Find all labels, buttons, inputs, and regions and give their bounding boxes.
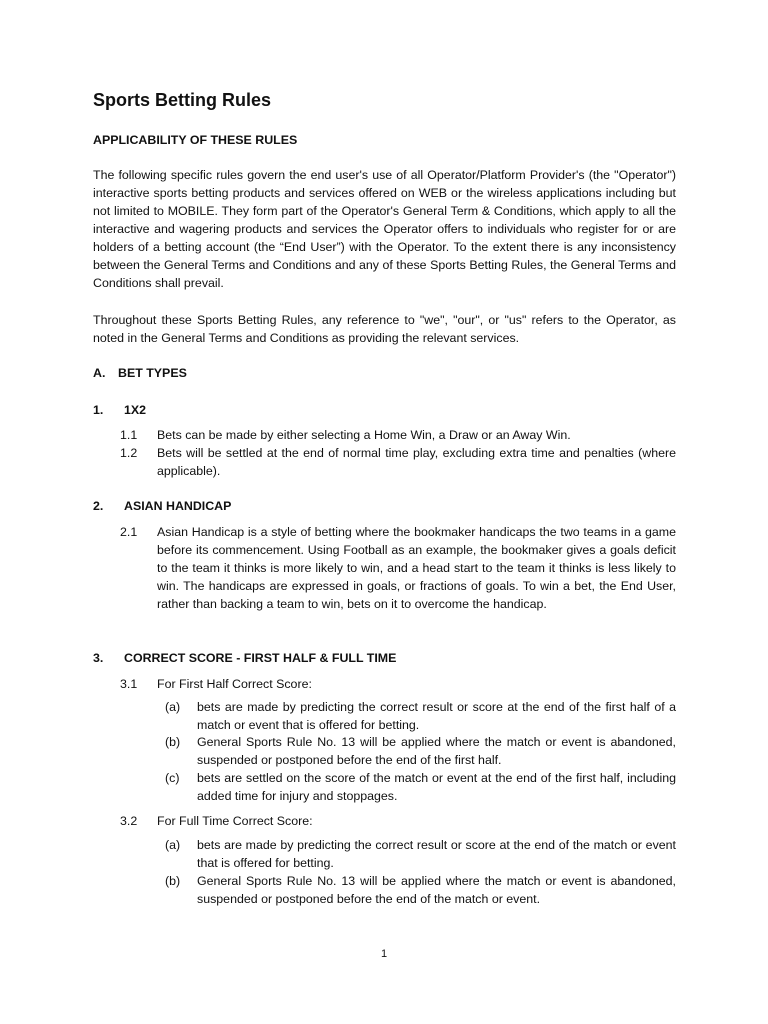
item-2-1-number: 2.1 <box>120 525 138 539</box>
intro-paragraph-2: Throughout these Sports Betting Rules, any reference to "we", "our", or "us" refers to the Operator, as noted in the General Terms and Conditions as providing the relevant services. <box>93 313 676 345</box>
item-1-1-number: 1.1 <box>120 428 138 442</box>
section-2-number: 2. <box>93 499 104 513</box>
item-1-2-text: Bets will be settled at the end of normal time play, excluding extra time and penalties (where applicable). <box>157 446 676 478</box>
intro-paragraph-1: The following specific rules govern the end user's use of all Operator/Platform Provider's (the "Operator") interactive sports betting products and services offered on WEB or the wireless applications including but not limited to MOBILE. They form part of the Operator's General Term & Conditions, which apply to all the interactive and wagering products and services the Operator offers to individuals who register for or are holders of a betting account (the “End User”) with the Operator. To the extent there is any inconsistency between the General Terms and Conditions and any of these Sports Betting Rules, the General Terms and Conditions shall prevail. <box>93 168 676 290</box>
item-3-2-b-text: General Sports Rule No. 13 will be applied where the match or event is abandoned, suspended or postponed before the end of the match or event. <box>197 874 676 906</box>
section-3-heading: CORRECT SCORE - FIRST HALF & FULL TIME <box>124 651 397 665</box>
item-2-1-text: Asian Handicap is a style of betting where the bookmaker handicaps the two teams in a game before its commencement. Using Football as an example, the bookmaker gives a goals deficit to the team it thinks is more likely to win, and a head start to the team it thinks is less likely to win. The handicaps are expressed in goals, or fractions of goals. To win a bet, the End User, rather than backing a team to win, bets on it to overcome the handicap. <box>157 525 676 611</box>
item-1-2-number: 1.2 <box>120 446 138 460</box>
document-title: Sports Betting Rules <box>93 90 272 110</box>
item-1-1-text: Bets can be made by either selecting a Home Win, a Draw or an Away Win. <box>157 428 571 442</box>
item-3-1-b-text: General Sports Rule No. 13 will be applied where the match or event is abandoned, suspended or postponed before the end of the first half. <box>197 735 676 767</box>
section-a-number: A. <box>93 366 106 380</box>
section-a-heading: BET TYPES <box>118 366 187 380</box>
item-3-1-a-text: bets are made by predicting the correct result or score at the end of the first half of a match or event that is offered for betting. <box>197 700 676 732</box>
item-3-2-number: 3.2 <box>120 814 138 828</box>
item-3-1-heading: For First Half Correct Score: <box>157 677 312 691</box>
section-1-heading: 1X2 <box>124 403 147 417</box>
item-3-2-b-number: (b) <box>165 874 181 888</box>
item-3-2-heading: For Full Time Correct Score: <box>157 814 313 828</box>
item-3-1-c-text: bets are settled on the score of the match or event at the end of the first half, including added time for injury and stoppages. <box>197 771 676 803</box>
item-3-1-b-number: (b) <box>165 735 181 749</box>
section-1-number: 1. <box>93 403 104 417</box>
section-2-heading: ASIAN HANDICAP <box>124 499 232 513</box>
page-number: 1 <box>380 948 388 960</box>
item-3-2-a-number: (a) <box>165 838 181 852</box>
item-3-2-a-text: bets are made by predicting the correct result or score at the end of the match or event that is offered for betting. <box>197 838 676 870</box>
applicability-heading: APPLICABILITY OF THESE RULES <box>93 133 298 147</box>
item-3-1-c-number: (c) <box>165 771 180 785</box>
section-3-number: 3. <box>93 651 104 665</box>
item-3-1-number: 3.1 <box>120 677 138 691</box>
item-3-1-a-number: (a) <box>165 700 181 714</box>
